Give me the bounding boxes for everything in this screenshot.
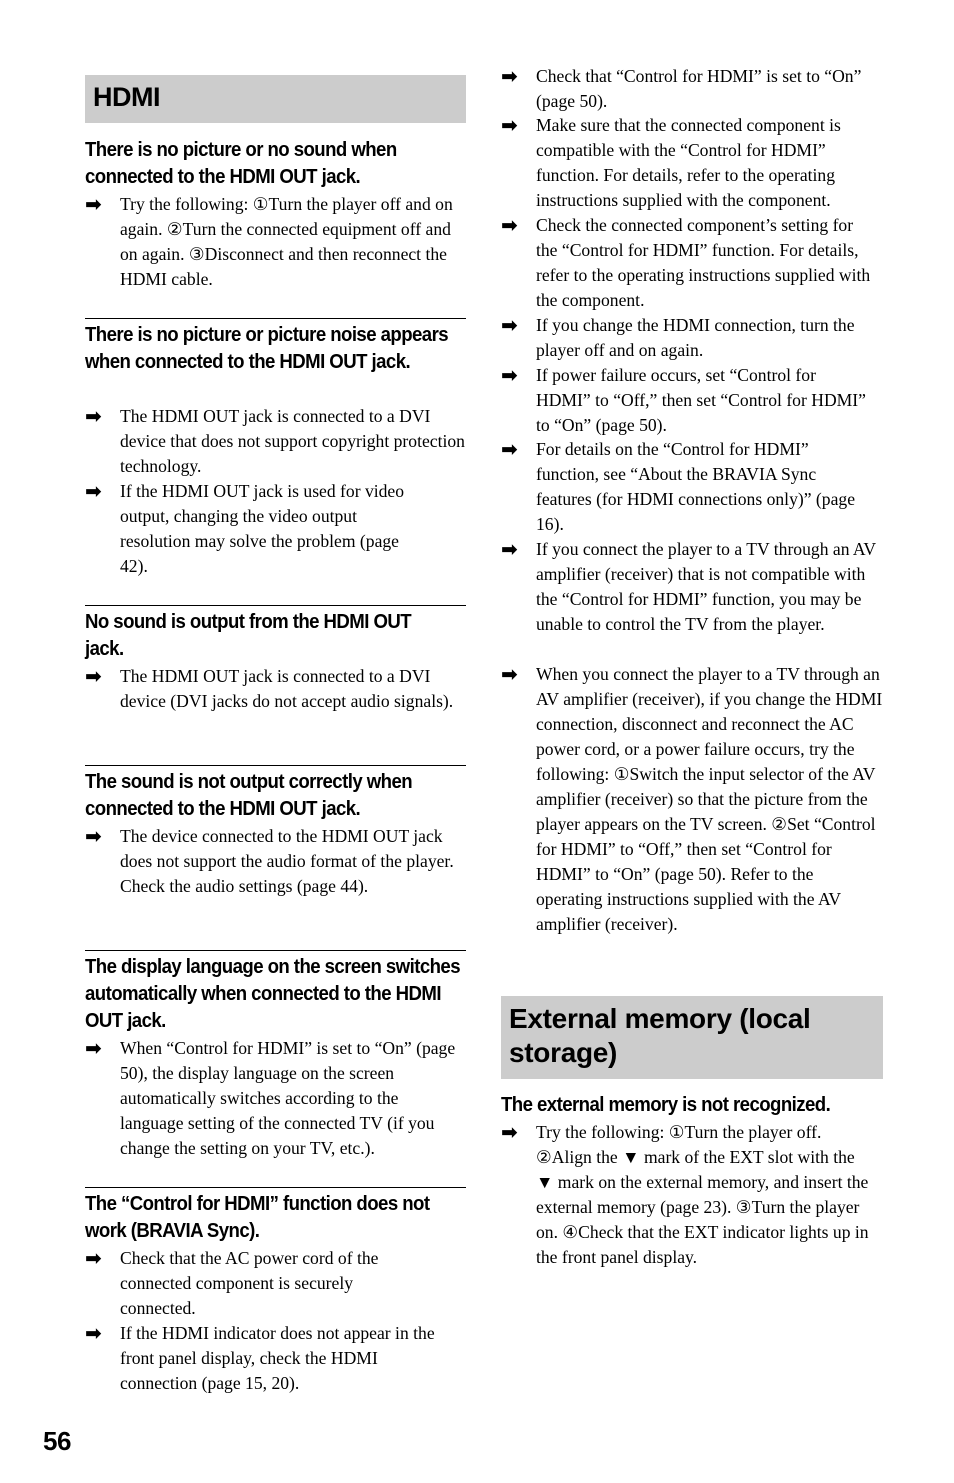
topic-heading-no-sound: No sound is output from the HDMI OUT jack. (85, 611, 412, 660)
list-item-text: The HDMI OUT jack is connected to a DVI device that does not support copyright protection technology. (120, 406, 465, 476)
list-item-text: If the HDMI OUT jack is used for video output, changing the video output resolution may solve the problem (page 42). (120, 481, 405, 576)
arrow-icon: ➡ (501, 363, 518, 387)
list-item-text: Check that the AC power cord of the connected component is securely connected. (120, 1248, 379, 1318)
list-item-text: The device connected to the HDMI OUT jack does not support the audio format of the player. Check the audio settings (page 44). (120, 826, 454, 896)
list-item-text: Make sure that the connected component is compatible with the “Control for HDMI” function. For details, refer to the operating instructions supplied with the component. (536, 115, 841, 210)
topic-heading-picture-noise: There is no picture or picture noise appears when connected to the HDMI OUT jack. (85, 324, 449, 373)
divider (85, 765, 466, 766)
list-item-text: If the HDMI indicator does not appear in the front panel display, check the HDMI connection (page 15, 20). (120, 1323, 435, 1393)
arrow-icon: ➡ (501, 1120, 518, 1144)
arrow-icon: ➡ (85, 1246, 102, 1270)
arrow-icon: ➡ (85, 664, 102, 688)
arrow-icon: ➡ (85, 1321, 102, 1345)
hdmi-section-title: HDMI (85, 75, 466, 123)
topic-heading-sound-incorrect: The sound is not output correctly when connected to the HDMI OUT jack. (85, 771, 413, 820)
arrow-icon: ➡ (85, 192, 102, 216)
topic-heading-display-language: The display language on the screen switches automatically when connected to the HDMI OUT jack. (85, 956, 460, 1032)
topic-heading-external-memory-not-recognized: The external memory is not recognized. (501, 1094, 831, 1116)
arrow-icon: ➡ (501, 437, 518, 461)
list-item-text: The HDMI OUT jack is connected to a DVI device (DVI jacks do not accept audio signals). (120, 666, 454, 711)
external-memory-section-title: External memory (local storage) (501, 996, 883, 1079)
list-item-text: When you connect the player to a TV through an AV amplifier (receiver), if you change the HDMI connection, disconnect and reconnect the AC power cord, or a power failure occurs, try the following: ①Switch the input selector of the AV amplifier (receiver) so that the picture from the player appears on the TV screen. ②Set “Control for HDMI” to “Off,” then set “Control for HDMI” to “On” (page 50). Refer to the operating instructions supplied with the AV amplifier (receiver). (536, 664, 883, 934)
list-item-text: Check that “Control for HDMI” is set to “On” (page 50). (536, 66, 862, 111)
list-item-text: If power failure occurs, set “Control for HDMI” to “Off,” then set “Control for HDMI” to “On” (page 50). (536, 365, 866, 435)
list-item-text: If you connect the player to a TV through an AV amplifier (receiver) that is not compatible with the “Control for HDMI” function, you may be unable to control the TV from the player. (536, 539, 876, 634)
divider (85, 605, 466, 606)
arrow-icon: ➡ (85, 1036, 102, 1060)
divider (85, 950, 466, 951)
list-item-text: Check the connected component’s setting for the “Control for HDMI” function. For details, refer to the operating instructions supplied with the component. (536, 215, 871, 310)
page-number: 56 (43, 1426, 71, 1456)
list-item-text: For details on the “Control for HDMI” function, see “About the BRAVIA Sync features (for HDMI connections only)” (page 16). (536, 439, 856, 534)
arrow-icon: ➡ (501, 537, 518, 561)
arrow-icon: ➡ (501, 64, 518, 88)
divider (85, 1187, 466, 1188)
divider (85, 318, 466, 319)
arrow-icon: ➡ (501, 313, 518, 337)
arrow-icon: ➡ (501, 213, 518, 237)
list-item-text: When “Control for HDMI” is set to “On” (page 50), the display language on the screen automatically switches according to the language setting of the connected TV (if you change the setting on your TV, etc.). (120, 1038, 456, 1158)
arrow-icon: ➡ (501, 113, 518, 137)
topic-heading-control-for-hdmi: The “Control for HDMI” function does not work (BRAVIA Sync). (85, 1193, 430, 1242)
list-item-text: Try the following: ①Turn the player off. ②Align the ▼ mark of the EXT slot with the ▼ mark on the external memory, and insert the external memory (page 23). ③Turn the player on. ④Check that the EXT indicator lights up in the front panel display. (536, 1122, 869, 1267)
list-item-text: If you change the HDMI connection, turn the player off and on again. (536, 315, 855, 360)
arrow-icon: ➡ (85, 404, 102, 428)
arrow-icon: ➡ (85, 824, 102, 848)
arrow-icon: ➡ (501, 662, 518, 686)
list-item-text: Try the following: ①Turn the player off and on again. ②Turn the connected equipment off and on again. ③Disconnect and then reconnect the HDMI cable. (120, 194, 453, 289)
topic-heading-no-picture-no-sound: There is no picture or no sound when connected to the HDMI OUT jack. (85, 139, 397, 188)
arrow-icon: ➡ (85, 479, 102, 503)
